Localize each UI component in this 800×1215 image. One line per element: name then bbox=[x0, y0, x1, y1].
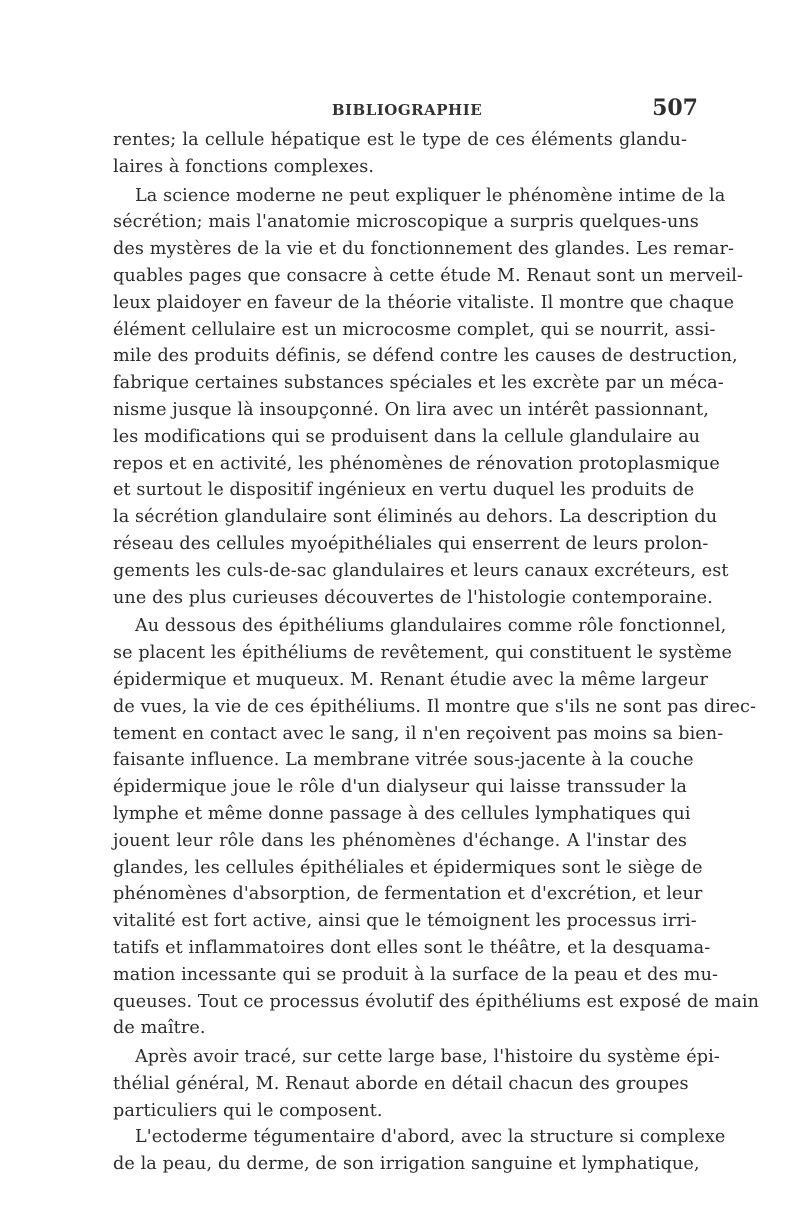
text-line: gements les culs-de-sac glandulaires et leurs canaux excréteurs, est bbox=[113, 560, 729, 581]
text-line: L'ectoderme tégumentaire d'abord, avec la structure si complexe bbox=[135, 1127, 726, 1148]
text-line: fabrique certaines substances spéciales et les excrète par un méca- bbox=[113, 373, 724, 394]
text-line: réseau des cellules myoépithéliales qui enserrent de leurs prolon- bbox=[113, 533, 709, 554]
text-line: de maître. bbox=[113, 1018, 206, 1039]
text-line: de vues, la vie de ces épithéliums. Il montre que s'ils ne sont pas direc- bbox=[113, 696, 757, 717]
text-line: se placent les épithéliums de revêtement, qui constituent le système bbox=[113, 643, 733, 664]
text-line: les modifications qui se produisent dans la cellule glandulaire au bbox=[113, 426, 701, 447]
text-line: quables pages que consacre à cette étude M. Renaut sont un merveil- bbox=[113, 265, 744, 286]
text-line: phénomènes d'absorption, de fermentation et d'excrétion, et leur bbox=[113, 884, 703, 905]
text-line: laires à fonctions complexes. bbox=[113, 156, 375, 177]
text-line: lymphe et même donne passage à des cellules lymphatiques qui bbox=[113, 803, 691, 824]
text-line: mation incessante qui se produit à la surface de la peau et des mu- bbox=[113, 964, 719, 985]
page-header bbox=[112, 95, 702, 125]
text-line: Au dessous des épithéliums glandulaires comme rôle fonctionnel, bbox=[135, 616, 727, 637]
text-line: tatifs et inflammatoires dont elles sont le théâtre, et la desquama- bbox=[113, 937, 711, 958]
text-line: jouent leur rôle dans les phénomènes d'échange. A l'instar des bbox=[113, 830, 687, 851]
text-line: des mystères de la vie et du fonctionnement des glandes. Les remar- bbox=[113, 239, 735, 260]
text-line: élément cellulaire est un microcosme complet, qui se nourrit, assi- bbox=[113, 319, 716, 340]
text-line: queuses. Tout ce processus évolutif des épithéliums est exposé de main bbox=[113, 991, 760, 1012]
body-text bbox=[113, 127, 760, 1178]
text-line: sécrétion; mais l'anatomie microscopique a surpris quelques-uns bbox=[113, 212, 699, 233]
text-line: thélial général, M. Renaut aborde en détail chacun des groupes bbox=[113, 1073, 689, 1094]
text-line: nisme jusque là insoupçonné. On lira avec un intérêt passionnant, bbox=[113, 399, 709, 420]
text-line: glandes, les cellules épithéliales et épidermiques sont le siège de bbox=[113, 857, 703, 878]
text-line: La science moderne ne peut expliquer le phénomène intime de la bbox=[135, 185, 726, 206]
text-line: vitalité est fort active, ainsi que le témoignent les processus irri- bbox=[113, 911, 697, 932]
paragraph bbox=[113, 1124, 726, 1178]
text-line: repos et en activité, les phénomènes de rénovation protoplasmique bbox=[113, 453, 720, 474]
paragraph bbox=[113, 613, 760, 1042]
text-line: épidermique joue le rôle d'un dialyseur qui laisse transsuder la bbox=[113, 777, 687, 798]
text-line: et surtout le dispositif ingénieux en vertu duquel les produits de bbox=[113, 480, 695, 501]
paragraph bbox=[113, 1044, 720, 1124]
running-title: BIBLIOGRAPHIE bbox=[331, 101, 483, 119]
text-line: particuliers qui le composent. bbox=[113, 1100, 383, 1121]
text-line: tement en contact avec le sang, il n'en reçoivent pas moins sa bien- bbox=[113, 723, 724, 744]
text-line: leux plaidoyer en faveur de la théorie vitaliste. Il montre que chaque bbox=[113, 292, 735, 313]
text-line: une des plus curieuses découvertes de l'histologie contemporaine. bbox=[113, 587, 713, 608]
text-line: la sécrétion glandulaire sont éliminés au dehors. La description du bbox=[113, 507, 718, 528]
text-line: rentes; la cellule hépatique est le type de ces éléments glandu- bbox=[113, 130, 687, 150]
paragraph bbox=[113, 127, 687, 181]
page-number: 507 bbox=[652, 95, 698, 121]
text-line: de la peau, du derme, de son irrigation sanguine et lymphatique, bbox=[113, 1154, 700, 1175]
text-line: faisante influence. La membrane vitrée sous-jacente à la couche bbox=[113, 750, 694, 771]
text-line: Après avoir tracé, sur cette large base, l'histoire du système épi- bbox=[135, 1047, 720, 1068]
text-line: épidermique et muqueux. M. Renant étudie avec la même largeur bbox=[113, 669, 709, 690]
text-line: mile des produits définis, se défend contre les causes de destruction, bbox=[113, 346, 738, 367]
paragraph bbox=[113, 183, 744, 612]
